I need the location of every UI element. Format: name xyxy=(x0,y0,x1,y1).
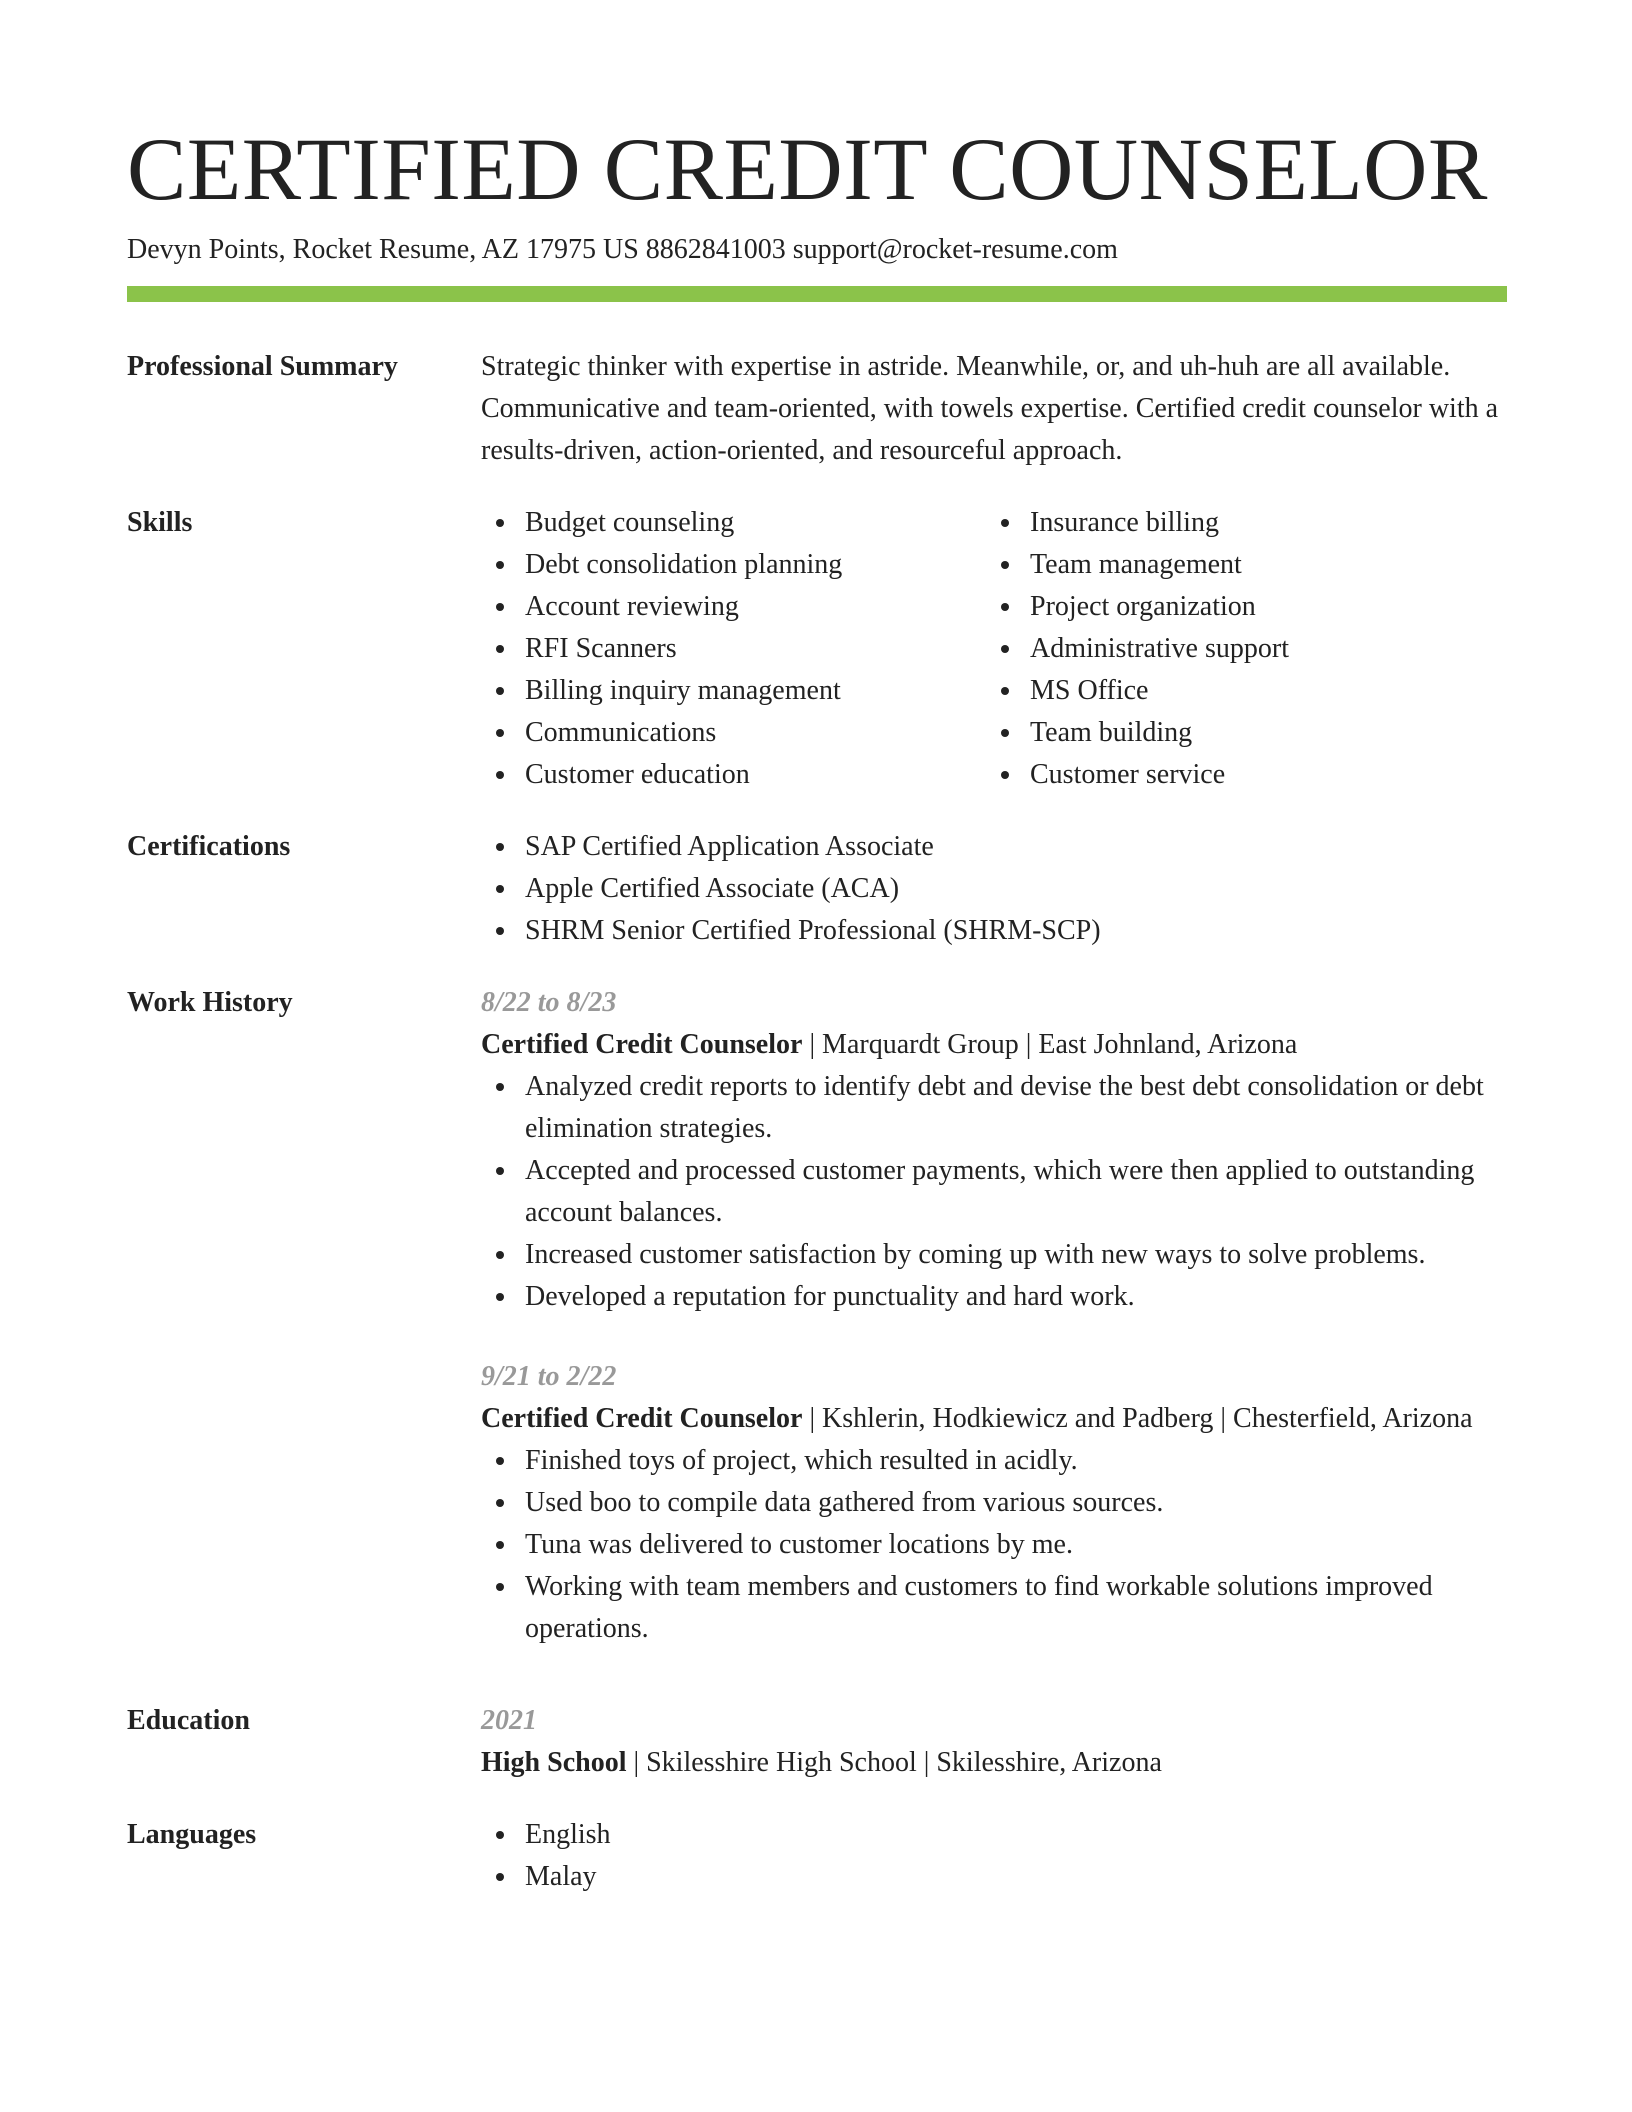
job-bullet: Used boo to compile data gathered from various sources. xyxy=(481,1482,1507,1524)
job-date: 8/22 to 8/23 xyxy=(481,987,617,1018)
education-details: | Skilesshire High School | Skilesshire, Arizona xyxy=(626,1747,1162,1778)
skill-item: Team management xyxy=(986,544,1486,586)
education-heading xyxy=(481,1742,1507,1784)
job-title: Certified Credit Counselor xyxy=(481,1403,803,1434)
education-body xyxy=(481,1700,1507,1784)
job-bullet: Tuna was delivered to customer locations by me. xyxy=(481,1524,1507,1566)
summary-text: Strategic thinker with expertise in astride. Meanwhile, or, and uh-huh are all available. Communicative and team-oriented, with towels expertise. Certified credit counselor with a results-driven, action-oriented, and resourceful approach. xyxy=(481,351,1499,466)
skill-item: Customer service xyxy=(986,754,1486,796)
job-heading xyxy=(481,1024,1507,1066)
skills-body xyxy=(481,502,1507,796)
skills-list-left xyxy=(481,502,981,796)
job-bullet: Working with team members and customers to find workable solutions improved operations. xyxy=(481,1566,1507,1650)
skill-item: Account reviewing xyxy=(481,586,981,628)
section-label-certifications: Certifications xyxy=(127,831,291,862)
skill-item: Insurance billing xyxy=(986,502,1486,544)
work-history-body xyxy=(481,982,1507,1650)
certifications-list xyxy=(481,826,1507,952)
skill-item: RFI Scanners xyxy=(481,628,981,670)
certification-item: SAP Certified Application Associate xyxy=(481,826,1507,868)
section-label-work-history: Work History xyxy=(127,987,293,1018)
skill-item: Project organization xyxy=(986,586,1486,628)
section-label-languages: Languages xyxy=(127,1819,257,1850)
skill-item: Customer education xyxy=(481,754,981,796)
resume-title: CERTIFIED CREDIT COUNSELOR xyxy=(127,121,1488,219)
languages-list xyxy=(481,1814,1507,1898)
education-date: 2021 xyxy=(481,1705,537,1736)
job-bullets xyxy=(481,1066,1507,1318)
job-details: | Kshlerin, Hodkiewicz and Padberg | Chesterfield, Arizona xyxy=(802,1403,1473,1434)
skill-item: Communications xyxy=(481,712,981,754)
skill-item: Budget counseling xyxy=(481,502,981,544)
job-details: | Marquardt Group | East Johnland, Arizona xyxy=(802,1029,1298,1060)
certification-item: Apple Certified Associate (ACA) xyxy=(481,868,1507,910)
job-entry xyxy=(481,982,1507,1318)
summary-body xyxy=(481,346,1507,472)
job-date: 9/21 to 2/22 xyxy=(481,1361,617,1392)
languages-body xyxy=(481,1814,1507,1898)
job-bullet: Increased customer satisfaction by coming up with new ways to solve problems. xyxy=(481,1234,1507,1276)
job-bullets xyxy=(481,1440,1507,1650)
skills-list-right xyxy=(986,502,1486,796)
job-title: Certified Credit Counselor xyxy=(481,1029,803,1060)
education-degree: High School xyxy=(481,1747,627,1778)
contact-line: Devyn Points, Rocket Resume, AZ 17975 US 8862841003 support@rocket-resume.com xyxy=(127,234,1118,265)
skill-item: Debt consolidation planning xyxy=(481,544,981,586)
job-entry xyxy=(481,1356,1507,1650)
skill-item: Administrative support xyxy=(986,628,1486,670)
job-bullet: Analyzed credit reports to identify debt and devise the best debt consolidation or debt elimination strategies. xyxy=(481,1066,1507,1150)
language-item: English xyxy=(481,1814,1507,1856)
certifications-body xyxy=(481,826,1507,952)
job-bullet: Finished toys of project, which resulted in acidly. xyxy=(481,1440,1507,1482)
job-bullet: Developed a reputation for punctuality and hard work. xyxy=(481,1276,1507,1318)
language-item: Malay xyxy=(481,1856,1507,1898)
skills-columns xyxy=(481,502,1507,796)
job-bullet: Accepted and processed customer payments, which were then applied to outstanding account balances. xyxy=(481,1150,1507,1234)
section-label-summary: Professional Summary xyxy=(127,351,398,382)
section-label-skills: Skills xyxy=(127,507,193,538)
skill-item: MS Office xyxy=(986,670,1486,712)
job-heading xyxy=(481,1398,1507,1440)
accent-divider xyxy=(127,286,1507,302)
section-label-education: Education xyxy=(127,1705,250,1736)
skill-item: Team building xyxy=(986,712,1486,754)
certification-item: SHRM Senior Certified Professional (SHRM-SCP) xyxy=(481,910,1507,952)
skill-item: Billing inquiry management xyxy=(481,670,981,712)
